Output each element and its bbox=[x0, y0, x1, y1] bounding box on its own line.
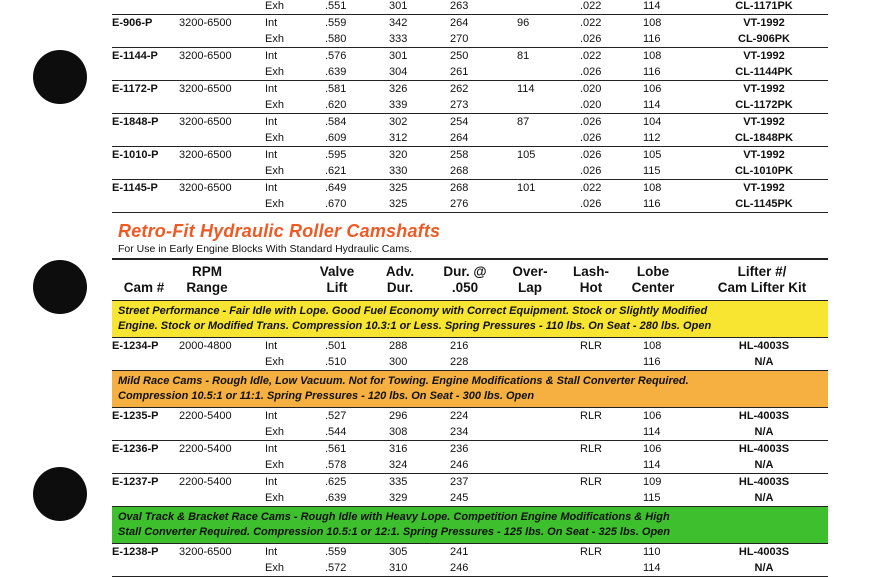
lash-hot: .026 bbox=[580, 66, 602, 78]
lobe-center: 106 bbox=[643, 443, 662, 455]
valve-type: Exh bbox=[265, 66, 284, 78]
header-rpm: RPM Range bbox=[186, 264, 228, 295]
table-row bbox=[112, 180, 828, 196]
cam-number: E-1235-P bbox=[112, 410, 159, 422]
cam-number: E-1145-P bbox=[112, 182, 158, 194]
valve-lift: .559 bbox=[325, 546, 347, 558]
lifter-kit: CL-1145PK bbox=[735, 198, 793, 210]
advertised-duration: 333 bbox=[389, 33, 408, 45]
lash-hot: RLR bbox=[580, 546, 603, 558]
table-row bbox=[112, 338, 828, 354]
valve-type: Exh bbox=[265, 132, 284, 144]
lash-hot: .022 bbox=[580, 0, 602, 12]
valve-lift: .639 bbox=[325, 66, 347, 78]
duration-at-050: 228 bbox=[450, 356, 469, 368]
cam-group bbox=[112, 338, 828, 371]
rpm-range: 3200-6500 bbox=[179, 50, 232, 62]
valve-type: Int bbox=[265, 546, 278, 558]
binder-hole-middle bbox=[33, 260, 87, 314]
lobe-center: 114 bbox=[643, 562, 661, 574]
advertised-duration: 325 bbox=[389, 182, 408, 194]
lifter-kit: CL-1171PK bbox=[735, 0, 793, 12]
valve-lift: .527 bbox=[325, 410, 347, 422]
lobe-center: 115 bbox=[643, 165, 661, 177]
valve-type: Int bbox=[265, 116, 278, 128]
lifter-kit: N/A bbox=[754, 459, 774, 471]
advertised-duration: 308 bbox=[389, 426, 408, 438]
header-cam: Cam # bbox=[123, 280, 165, 295]
lobe-center: 105 bbox=[643, 149, 662, 161]
valve-lift: .551 bbox=[325, 0, 347, 12]
valve-lift: .510 bbox=[325, 356, 347, 368]
cam-number: E-1848-P bbox=[112, 116, 159, 128]
lobe-center: 108 bbox=[643, 182, 662, 194]
table-row bbox=[112, 457, 828, 473]
cam-number: E-1238-P bbox=[112, 546, 159, 558]
category-description-line: Stall Converter Required. Compression 10.5:1 or 12:1. Spring Pressures - 125 lbs. On Seat - 325 lbs. Open bbox=[118, 526, 671, 538]
lobe-center: 116 bbox=[643, 33, 661, 45]
category-description-line: Mild Race Cams - Rough Idle, Low Vacuum. Not for Towing. Engine Modifications & Stall Converter Required. bbox=[118, 375, 689, 387]
cam-number: E-1234-P bbox=[112, 340, 159, 352]
cam-group bbox=[112, 474, 828, 507]
valve-type: Exh bbox=[265, 165, 284, 177]
duration-at-050: 268 bbox=[450, 182, 469, 194]
lash-hot: .022 bbox=[580, 17, 602, 29]
advertised-duration: 339 bbox=[389, 99, 408, 111]
duration-at-050: 261 bbox=[450, 66, 469, 78]
header-adv: Adv. Dur. bbox=[385, 264, 415, 295]
valve-lift: .580 bbox=[325, 33, 347, 45]
lobe-center: 116 bbox=[643, 198, 661, 210]
advertised-duration: 302 bbox=[389, 116, 408, 128]
advertised-duration: 310 bbox=[389, 562, 408, 574]
table-row bbox=[112, 560, 828, 576]
advertised-duration: 316 bbox=[389, 443, 408, 455]
duration-at-050: 246 bbox=[450, 562, 469, 574]
lash-hot: .022 bbox=[580, 182, 602, 194]
cam-group bbox=[112, 441, 828, 474]
advertised-duration: 305 bbox=[389, 546, 408, 558]
table-row bbox=[112, 114, 828, 130]
advertised-duration: 324 bbox=[389, 459, 408, 471]
cam-group bbox=[112, 81, 828, 114]
valve-type: Exh bbox=[265, 33, 284, 45]
duration-at-050: 276 bbox=[450, 198, 469, 210]
lifter-kit: HL-4003S bbox=[738, 340, 790, 352]
valve-lift: .639 bbox=[325, 492, 347, 504]
duration-at-050: 254 bbox=[450, 116, 469, 128]
category-description-line: Oval Track & Bracket Race Cams - Rough Idle with Heavy Lope. Competition Engine Modifications & High bbox=[118, 511, 670, 523]
advertised-duration: 304 bbox=[389, 66, 408, 78]
table-row bbox=[112, 97, 828, 113]
cam-group bbox=[112, 408, 828, 441]
lifter-kit: CL-1848PK bbox=[734, 132, 794, 144]
cam-number: E-1237-P bbox=[112, 476, 159, 488]
cam-number: E-1172-P bbox=[112, 83, 158, 95]
advertised-duration: 335 bbox=[389, 476, 408, 488]
table-row bbox=[112, 130, 828, 146]
valve-type: Int bbox=[265, 149, 278, 161]
valve-lift: .559 bbox=[325, 17, 347, 29]
advertised-duration: 288 bbox=[389, 340, 408, 352]
lobe-center: 109 bbox=[643, 476, 662, 488]
lobe-center: 116 bbox=[643, 66, 661, 78]
valve-lift: .670 bbox=[325, 198, 347, 210]
binder-hole-bottom bbox=[33, 467, 87, 521]
duration-at-050: 216 bbox=[450, 340, 469, 352]
cam-group bbox=[112, 114, 828, 147]
overlap: 96 bbox=[517, 17, 530, 29]
valve-lift: .621 bbox=[325, 165, 347, 177]
table-row bbox=[112, 64, 828, 80]
advertised-duration: 301 bbox=[389, 50, 408, 62]
table-row bbox=[112, 147, 828, 163]
overlap: 105 bbox=[517, 149, 536, 161]
valve-lift: .609 bbox=[325, 132, 347, 144]
valve-type: Int bbox=[265, 83, 278, 95]
lifter-kit: HL-4003S bbox=[738, 443, 790, 455]
overlap: 101 bbox=[517, 182, 536, 194]
table-row bbox=[112, 48, 828, 64]
table-row bbox=[112, 441, 828, 457]
lash-hot: .020 bbox=[580, 83, 602, 95]
lobe-center: 112 bbox=[643, 132, 661, 144]
advertised-duration: 325 bbox=[389, 198, 408, 210]
category-description-line: Engine. Stock or Modified Trans. Compression 10.3:1 or Less. Spring Pressures - 110 lbs. On Seat - 280 lbs. Open bbox=[118, 320, 712, 332]
lobe-center: 106 bbox=[643, 83, 662, 95]
lobe-center: 104 bbox=[643, 116, 662, 128]
lobe-center: 114 bbox=[643, 426, 661, 438]
lifter-kit: VT-1992 bbox=[743, 17, 785, 29]
lash-hot: .026 bbox=[580, 33, 602, 45]
overlap: 81 bbox=[517, 50, 530, 62]
valve-type: Exh bbox=[265, 99, 284, 111]
advertised-duration: 329 bbox=[389, 492, 408, 504]
valve-lift: .625 bbox=[325, 476, 347, 488]
lobe-center: 108 bbox=[643, 17, 662, 29]
valve-type: Int bbox=[265, 476, 278, 488]
valve-type: Exh bbox=[265, 459, 284, 471]
lobe-center: 108 bbox=[643, 50, 662, 62]
lifter-kit: VT-1992 bbox=[743, 149, 785, 161]
lifter-kit: CL-1010PK bbox=[734, 165, 794, 177]
header-lash: Lash- Hot bbox=[572, 264, 609, 295]
advertised-duration: 342 bbox=[389, 17, 408, 29]
header-overlap: Over- Lap bbox=[512, 264, 548, 295]
duration-at-050: 263 bbox=[450, 0, 469, 12]
duration-at-050: 224 bbox=[450, 410, 469, 422]
advertised-duration: 330 bbox=[389, 165, 408, 177]
valve-lift: .544 bbox=[325, 426, 347, 438]
lobe-center: 115 bbox=[643, 492, 661, 504]
category-band-orange bbox=[112, 371, 828, 408]
lobe-center: 114 bbox=[643, 0, 661, 12]
valve-type: Exh bbox=[265, 562, 284, 574]
valve-lift: .572 bbox=[325, 562, 347, 574]
advertised-duration: 320 bbox=[389, 149, 408, 161]
valve-lift: .578 bbox=[325, 459, 347, 471]
binder-hole-top bbox=[33, 50, 87, 104]
valve-type: Int bbox=[265, 340, 278, 352]
lash-hot: .026 bbox=[580, 132, 602, 144]
valve-lift: .620 bbox=[325, 99, 347, 111]
lobe-center: 116 bbox=[643, 356, 661, 368]
category-band-yellow bbox=[112, 301, 828, 338]
valve-type: Int bbox=[265, 17, 278, 29]
valve-type: Exh bbox=[265, 356, 284, 368]
duration-at-050: 258 bbox=[450, 149, 469, 161]
header-lift: Valve Lift bbox=[319, 264, 355, 295]
duration-at-050: 250 bbox=[450, 50, 469, 62]
advertised-duration: 300 bbox=[389, 356, 408, 368]
lifter-kit: VT-1992 bbox=[743, 50, 785, 62]
cam-group bbox=[112, 544, 828, 577]
rpm-range: 2200-5400 bbox=[179, 410, 232, 422]
category-description-line: Street Performance - Fair Idle with Lope. Good Fuel Economy with Correct Equipment. Stock or Slightly Modified bbox=[118, 305, 708, 317]
rpm-range: 2200-5400 bbox=[179, 476, 232, 488]
valve-type: Exh bbox=[265, 426, 284, 438]
table-row bbox=[112, 490, 828, 506]
header-kit: Lifter #/ Cam Lifter Kit bbox=[717, 264, 807, 295]
lash-hot: RLR bbox=[580, 410, 603, 422]
rpm-range: 3200-6500 bbox=[179, 149, 232, 161]
cam-number: E-1236-P bbox=[112, 443, 159, 455]
table-row bbox=[112, 544, 828, 560]
valve-lift: .501 bbox=[325, 340, 347, 352]
cam-group bbox=[112, 147, 828, 180]
advertised-duration: 326 bbox=[389, 83, 408, 95]
table-row bbox=[112, 424, 828, 440]
cam-group bbox=[112, 48, 828, 81]
top-camshaft-table bbox=[112, 0, 828, 213]
duration-at-050: 262 bbox=[450, 83, 469, 95]
table-row bbox=[112, 196, 828, 212]
cam-number: E-906-P bbox=[112, 17, 153, 29]
lifter-kit: N/A bbox=[754, 426, 774, 438]
valve-lift: .584 bbox=[325, 116, 347, 128]
header-dur: Dur. @ .050 bbox=[443, 264, 487, 295]
duration-at-050: 236 bbox=[450, 443, 469, 455]
duration-at-050: 234 bbox=[450, 426, 469, 438]
duration-at-050: 264 bbox=[450, 132, 469, 144]
valve-lift: .561 bbox=[325, 443, 347, 455]
lifter-kit: VT-1992 bbox=[743, 83, 785, 95]
lifter-kit: VT-1992 bbox=[743, 116, 785, 128]
valve-type: Exh bbox=[265, 0, 284, 12]
lifter-kit: CL-1172PK bbox=[735, 99, 793, 111]
lifter-kit: VT-1992 bbox=[743, 182, 785, 194]
column-header bbox=[112, 258, 828, 302]
valve-type: Int bbox=[265, 410, 278, 422]
lifter-kit: N/A bbox=[754, 562, 774, 574]
overlap: 114 bbox=[517, 83, 535, 95]
section-subtitle: For Use in Early Engine Blocks With Standard Hydraulic Cams. bbox=[118, 243, 413, 255]
lash-hot: .026 bbox=[580, 165, 602, 177]
rpm-range: 3200-6500 bbox=[179, 546, 232, 558]
lobe-center: 110 bbox=[643, 546, 661, 558]
lash-hot: .022 bbox=[580, 50, 602, 62]
advertised-duration: 312 bbox=[389, 132, 408, 144]
table-row bbox=[112, 31, 828, 47]
duration-at-050: 241 bbox=[450, 546, 469, 558]
lifter-kit: HL-4003S bbox=[738, 476, 790, 488]
lash-hot: .020 bbox=[580, 99, 602, 111]
lifter-kit: CL-906PK bbox=[738, 33, 790, 45]
advertised-duration: 296 bbox=[389, 410, 408, 422]
cam-group bbox=[112, 15, 828, 48]
category-band-green bbox=[112, 507, 828, 544]
valve-type: Int bbox=[265, 50, 278, 62]
duration-at-050: 273 bbox=[450, 99, 469, 111]
lifter-kit: HL-4003S bbox=[738, 410, 790, 422]
valve-lift: .595 bbox=[325, 149, 347, 161]
duration-at-050: 270 bbox=[450, 33, 469, 45]
rpm-range: 2200-5400 bbox=[179, 443, 232, 455]
table-row bbox=[112, 408, 828, 424]
valve-lift: .649 bbox=[325, 182, 347, 194]
advertised-duration: 301 bbox=[389, 0, 408, 12]
valve-type: Int bbox=[265, 443, 278, 455]
lobe-center: 106 bbox=[643, 410, 662, 422]
cam-number: E-1144-P bbox=[112, 50, 158, 62]
category-description-line: Compression 10.5:1 or 11:1. Spring Pressures - 120 lbs. On Seat - 300 lbs. Open bbox=[118, 390, 535, 402]
cam-group bbox=[112, 180, 828, 213]
valve-type: Exh bbox=[265, 198, 284, 210]
table-row bbox=[112, 354, 828, 370]
rpm-range: 2000-4800 bbox=[179, 340, 232, 352]
valve-type: Int bbox=[265, 182, 278, 194]
duration-at-050: 268 bbox=[450, 165, 469, 177]
lash-hot: RLR bbox=[580, 443, 603, 455]
table-row bbox=[112, 81, 828, 97]
retrofit-camshaft-table bbox=[112, 301, 828, 577]
valve-lift: .576 bbox=[325, 50, 347, 62]
rpm-range: 3200-6500 bbox=[179, 83, 232, 95]
rpm-range: 3200-6500 bbox=[179, 116, 232, 128]
lobe-center: 114 bbox=[643, 99, 661, 111]
duration-at-050: 237 bbox=[450, 476, 469, 488]
lash-hot: RLR bbox=[580, 340, 603, 352]
lash-hot: .026 bbox=[580, 198, 602, 210]
valve-type: Exh bbox=[265, 492, 284, 504]
lash-hot: .026 bbox=[580, 116, 602, 128]
header-lobe: Lobe Center bbox=[631, 264, 675, 295]
table-row bbox=[112, 15, 828, 31]
lash-hot: .026 bbox=[580, 149, 602, 161]
rpm-range: 3200-6500 bbox=[179, 182, 232, 194]
lifter-kit: N/A bbox=[754, 492, 774, 504]
overlap: 87 bbox=[517, 116, 530, 128]
table-row bbox=[112, 163, 828, 179]
section-title: Retro-Fit Hydraulic Roller Camshafts bbox=[118, 221, 441, 241]
lifter-kit: HL-4003S bbox=[738, 546, 790, 558]
table-row bbox=[112, 474, 828, 490]
cam-number: E-1010-P bbox=[112, 149, 159, 161]
lash-hot: RLR bbox=[580, 476, 603, 488]
cam-group bbox=[112, 0, 828, 15]
lifter-kit: CL-1144PK bbox=[735, 66, 793, 78]
rpm-range: 3200-6500 bbox=[179, 17, 232, 29]
table-row bbox=[112, 0, 828, 14]
duration-at-050: 246 bbox=[450, 459, 469, 471]
valve-lift: .581 bbox=[325, 83, 347, 95]
lobe-center: 108 bbox=[643, 340, 662, 352]
lobe-center: 114 bbox=[643, 459, 661, 471]
duration-at-050: 264 bbox=[450, 17, 469, 29]
duration-at-050: 245 bbox=[450, 492, 469, 504]
lifter-kit: N/A bbox=[754, 356, 774, 368]
